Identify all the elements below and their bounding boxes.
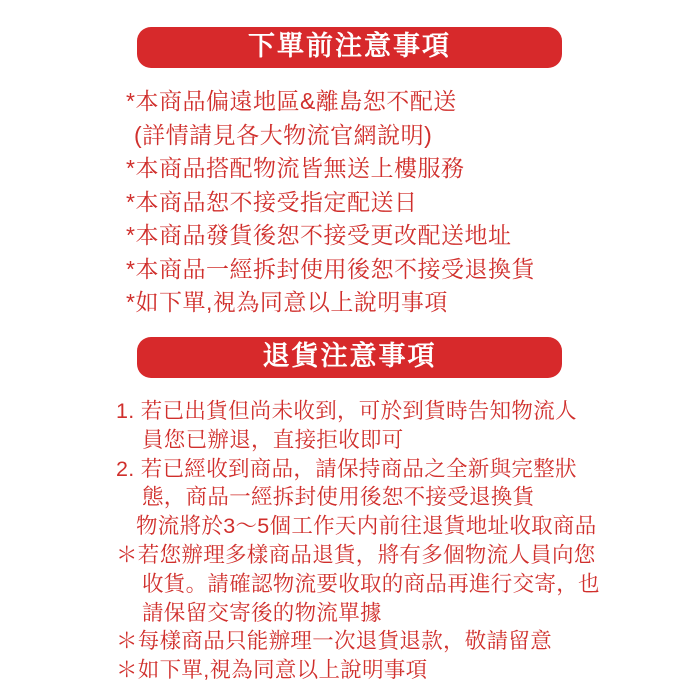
notice-line: *本商品偏遠地區&離島恕不配送	[126, 88, 457, 114]
return-notice-list	[116, 397, 600, 685]
notice-line: 請保留交寄後的物流單據	[142, 600, 382, 625]
return-notice-banner	[137, 337, 562, 378]
notice-line: 收貨。請確認物流要收取的商品再進行交寄，也	[142, 571, 600, 596]
notice-line: ＊如下單,視為同意以上說明事項	[116, 658, 428, 683]
notice-line: *本商品一經拆封使用後恕不接受退換貨	[126, 255, 535, 282]
notice-line: 員您已辦退，直接拒收即可	[142, 427, 404, 452]
pre-order-notice-list	[126, 85, 535, 320]
notice-line: 1. 若已出貨但尚未收到，可於到貨時告知物流人	[116, 399, 577, 423]
notice-line: *如下單,視為同意以上說明事項	[126, 289, 448, 315]
notice-line: 2. 若已經收到商品，請保持商品之全新與完整狀	[116, 456, 577, 481]
notice-line: ＊每樣商品只能辦理一次退貨退款，敬請留意	[116, 629, 553, 654]
notice-line: *本商品發貨後恕不接受更改配送地址	[126, 222, 512, 248]
notice-line: *本商品搭配物流皆無送上樓服務	[126, 155, 465, 181]
notice-line: (詳情請見各大物流官網說明)	[134, 121, 433, 148]
notice-line: ＊若您辦理多樣商品退貨，將有多個物流人員向您	[116, 542, 596, 567]
notice-line: 物流將於3～5個工作天内前往退貨地址收取商品	[136, 514, 597, 539]
pre-order-notice-title: 下單前注意事項	[248, 31, 451, 61]
return-notice-title: 退貨注意事項	[262, 341, 437, 371]
pre-order-notice-banner	[137, 27, 562, 68]
notice-line: *本商品恕不接受指定配送日	[126, 188, 418, 215]
notice-line: 態，商品一經拆封使用後恕不接受退換貨	[142, 485, 535, 510]
